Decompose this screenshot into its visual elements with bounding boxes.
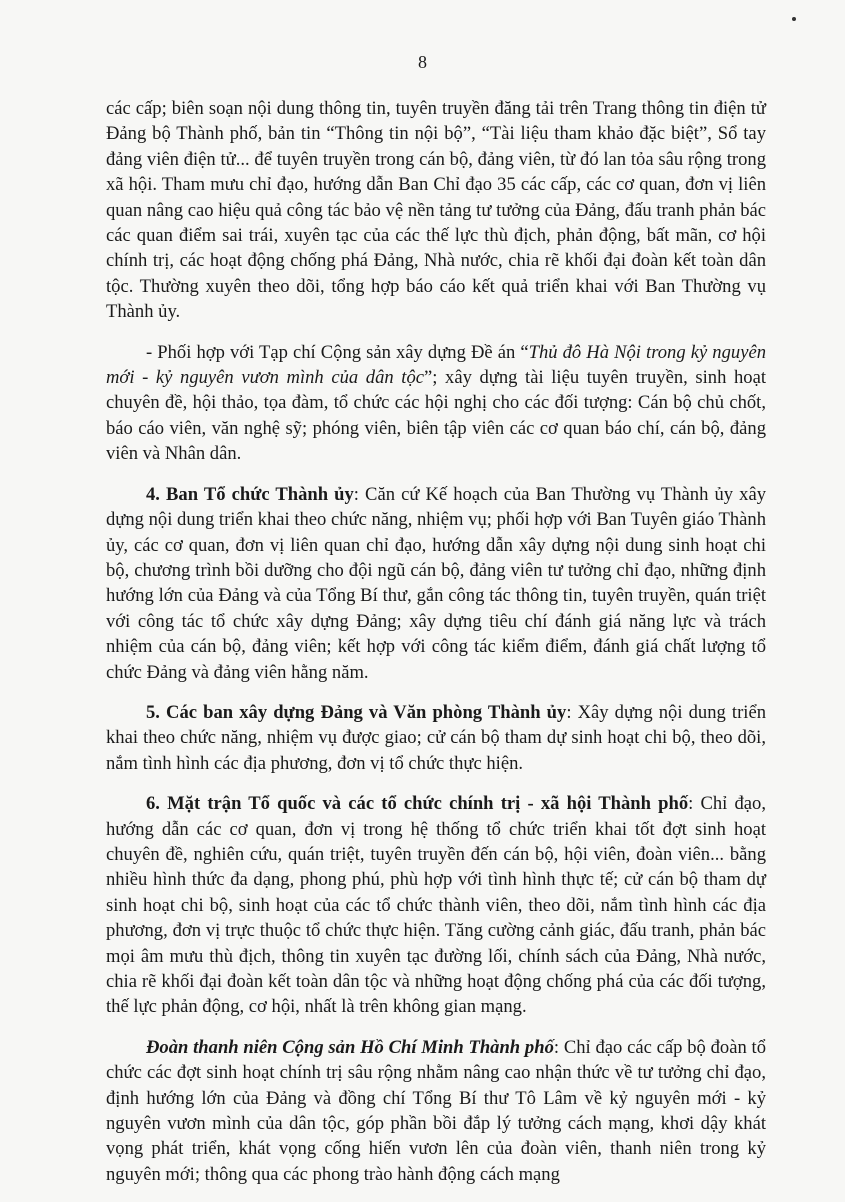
paragraph-de-an-post: ”; xây dựng tài liệu tuyên truyền, sinh hoạt chuyên đề, hội thảo, tọa đàm, tổ chức các hội nghị cho các đối tượng: Cán bộ chủ chốt, báo cáo viên, văn nghệ sỹ; phóng viên, biên tập viên các cơ quan báo chí, cán bộ, đảng viên và Nhân dân. — [106, 367, 766, 465]
section-heading: 5. Các ban xây dựng Đảng và Văn phòng Thành ủy — [146, 701, 567, 723]
section-mat-tran-to-quoc — [106, 791, 766, 1020]
section-cac-ban-xay-dung-dang — [106, 700, 766, 776]
paragraph-intro: các cấp; biên soạn nội dung thông tin, tuyên truyền đăng tải trên Trang thông tin điện tử Đảng bộ Thành phố, bản tin “Thông tin nội bộ”, “Tài liệu tham khảo đặc biệt”, Sổ tay đảng viên điện tử... để tuyên truyền trong cán bộ, đảng viên, từ đó lan tỏa sâu rộng trong xã hội. Tham mưu chỉ đạo, hướng dẫn Ban Chỉ đạo 35 các cấp, các cơ quan, đơn vị liên quan nâng cao hiệu quả công tác bảo vệ nền tảng tư tưởng của Đảng, đấu tranh phản bác các quan điểm sai trái, xuyên tạc của các thế lực thù địch, phản động, bất mãn, cơ hội chính trị, các hoạt động chống phá Đảng, Nhà nước, chia rẽ khối đại đoàn kết toàn dân tộc. Thường xuyên theo dõi, tổng hợp báo cáo kết quả triển khai với Ban Thường vụ Thành ủy. — [106, 98, 766, 323]
page-number: 8 — [418, 52, 427, 72]
section-body: : Xây dựng nội dung triển khai theo chức năng, nhiệm vụ được giao; cử cán bộ tham dự sinh hoạt chi bộ, theo dõi, nắm tình hình các địa phương, đơn vị tổ chức thực hiện. — [106, 701, 766, 774]
document-body — [106, 96, 766, 1202]
section-heading: 6. Mặt trận Tổ quốc và các tổ chức chính trị - xã hội Thành phố — [146, 793, 689, 815]
project-title: Thủ đô Hà Nội trong kỷ nguyên mới - kỷ nguyên vươn mình của dân tộc — [106, 341, 766, 389]
scan-speck — [792, 17, 796, 21]
section-ban-to-chuc — [106, 482, 766, 685]
section-body: : Chỉ đạo các cấp bộ đoàn tổ chức các đợt sinh hoạt chính trị sâu rộng nhằm nâng cao nhận thức về tư tưởng chỉ đạo, định hướng lớn của Đảng và đồng chí Tổng Bí thư Tô Lâm về kỷ nguyên mới - kỷ nguyên vươn mình của dân tộc, góp phần bồi đắp lý tưởng cách mạng, khơi dậy khát vọng phát triển, khát vọng cống hiến vươn lên của đoàn viên, thanh niên trong kỷ nguyên mới; thông qua các phong trào hành động cách mạng — [106, 1036, 766, 1185]
section-heading: 4. Ban Tổ chức Thành ủy — [146, 483, 354, 505]
section-body: : Chỉ đạo, hướng dẫn các cơ quan, đơn vị trong hệ thống tổ chức triển khai tốt đợt sinh hoạt chuyên đề, nghiên cứu, quán triệt, tuyên truyền đến cán bộ, hội viên, đoàn viên... bằng nhiều hình thức đa dạng, phong phú, phù hợp với tình hình thực tế; cử cán bộ tham dự sinh hoạt chi bộ, sinh hoạt của các tổ chức thành viên, theo dõi, nắm tình hình các địa phương, đơn vị trực thuộc tổ chức thực hiện. Tăng cường cảnh giác, đấu tranh, phản bác mọi âm mưu thù địch, thông tin xuyên tạc đường lối, chính sách của Đảng, Nhà nước, chia rẽ khối đại đoàn kết toàn dân tộc và những hoạt động chống phá của các đối tượng, thế lực phản động, cơ hội, nhất là trên không gian mạng. — [106, 793, 766, 1018]
section-heading: Đoàn thanh niên Cộng sản Hồ Chí Minh Thành phố — [146, 1036, 554, 1058]
section-body: : Căn cứ Kế hoạch của Ban Thường vụ Thành ủy xây dựng nội dung triển khai theo chức năng, nhiệm vụ; phối hợp với Ban Tuyên giáo Thành ủy, các cơ quan, đơn vị liên quan chỉ đạo, hướng dẫn xây dựng nội dung sinh hoạt chi bộ, chương trình bồi dưỡng cho đội ngũ cán bộ, đảng viên tư tưởng chỉ đạo, những định hướng lớn của Đảng và của Tổng Bí thư, gắn công tác thông tin, tuyên truyền, quán triệt với công tác tổ chức xây dựng Đảng; xây dựng tiêu chí đánh giá năng lực và trách nhiệm của cán bộ, đảng viên; kết hợp với công tác kiểm điểm, đánh giá chất lượng tổ chức Đảng và đảng viên hằng năm. — [106, 483, 766, 683]
section-doan-thanh-nien — [106, 1035, 766, 1187]
paragraph-de-an-pre: - Phối hợp với Tạp chí Cộng sản xây dựng Đề án “ — [146, 341, 529, 363]
paragraph-de-an — [106, 340, 766, 467]
